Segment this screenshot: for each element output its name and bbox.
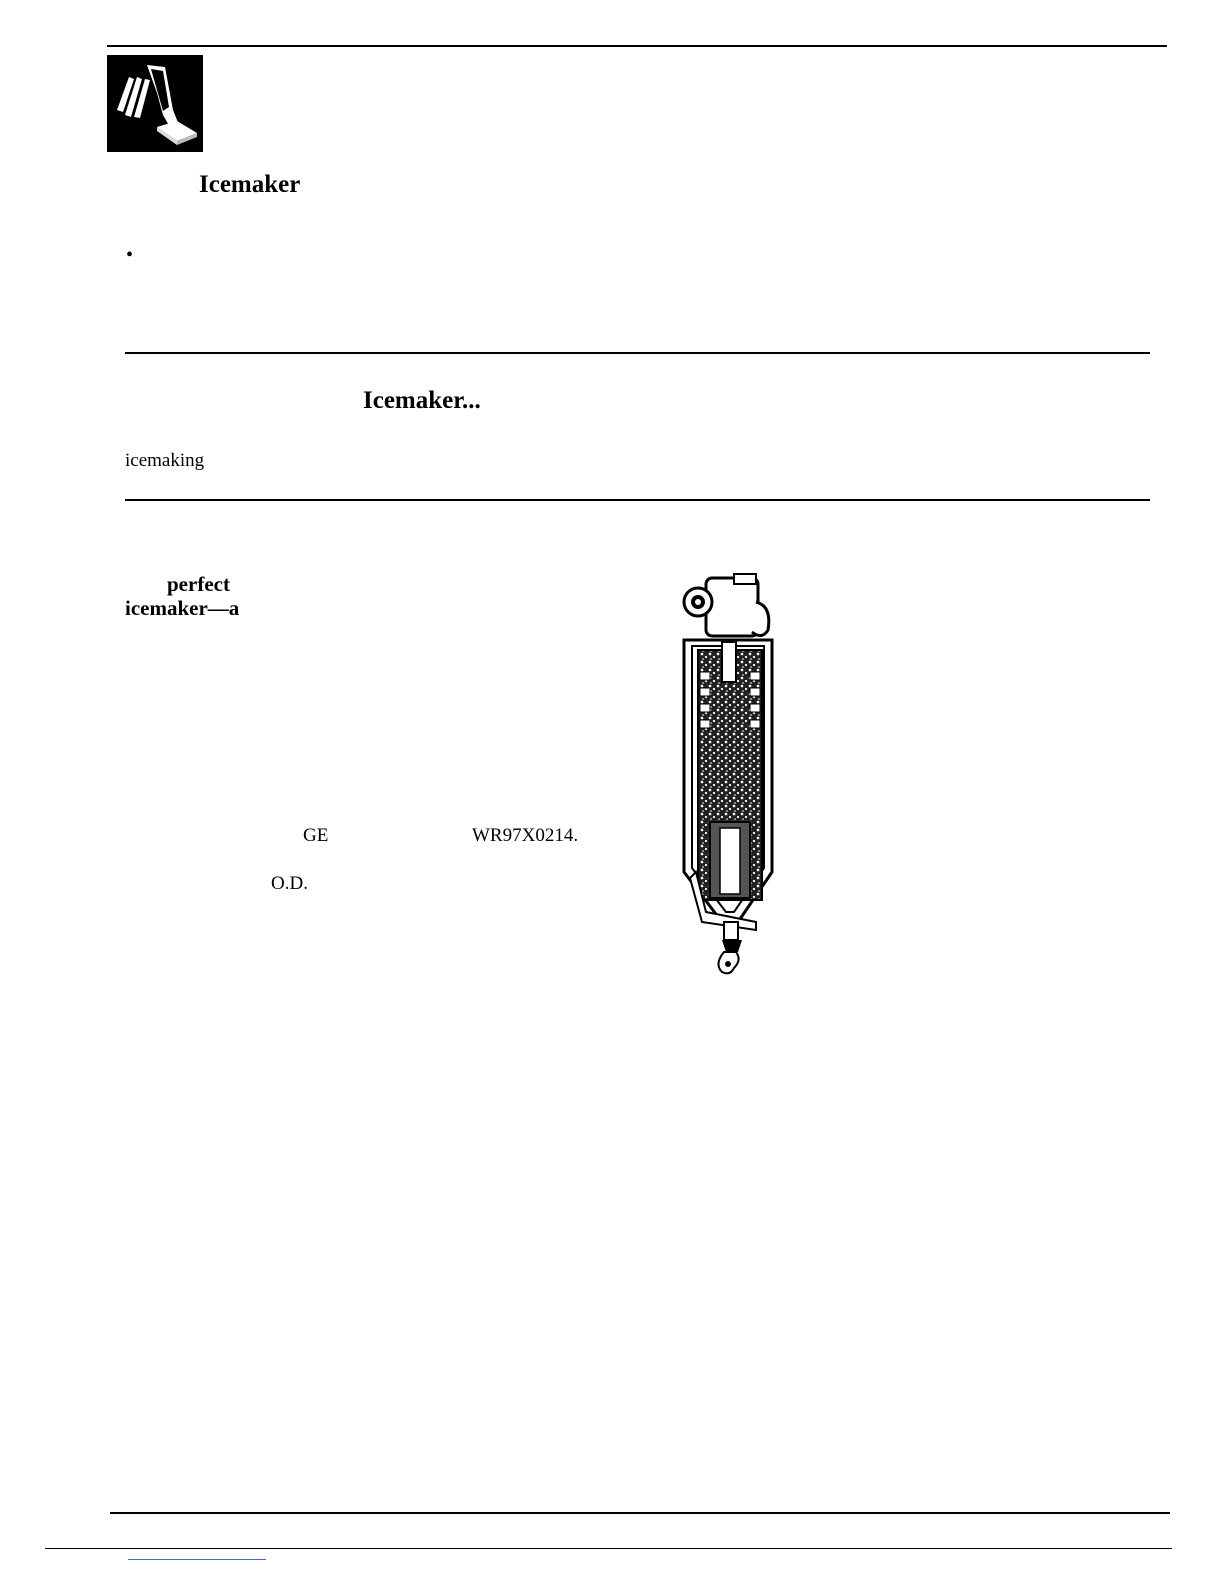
- brand-text: GE: [303, 825, 329, 846]
- section-divider-2: [125, 499, 1150, 501]
- icemaker-heading: Icemaker: [199, 171, 301, 198]
- header-rule: [107, 45, 1167, 47]
- tubing-od-text: O.D.: [271, 873, 308, 894]
- part-number-text: WR97X0214.: [472, 825, 579, 846]
- icemaker-subheading: Icemaker...: [363, 387, 481, 414]
- bullet-point: •: [126, 244, 134, 266]
- perfect-text: perfect: [167, 572, 230, 596]
- section-divider-1: [125, 352, 1150, 354]
- hand-pressing-button-icon: [107, 55, 203, 152]
- link-underline: [128, 1559, 266, 1560]
- icemaking-text: icemaking: [125, 450, 205, 471]
- water-filter-cutaway-illustration: [676, 572, 786, 982]
- icemaker-a-text: icemaker—a: [125, 596, 240, 620]
- footer-rule: [110, 1512, 1170, 1514]
- bottom-edge-rule: [45, 1548, 1172, 1549]
